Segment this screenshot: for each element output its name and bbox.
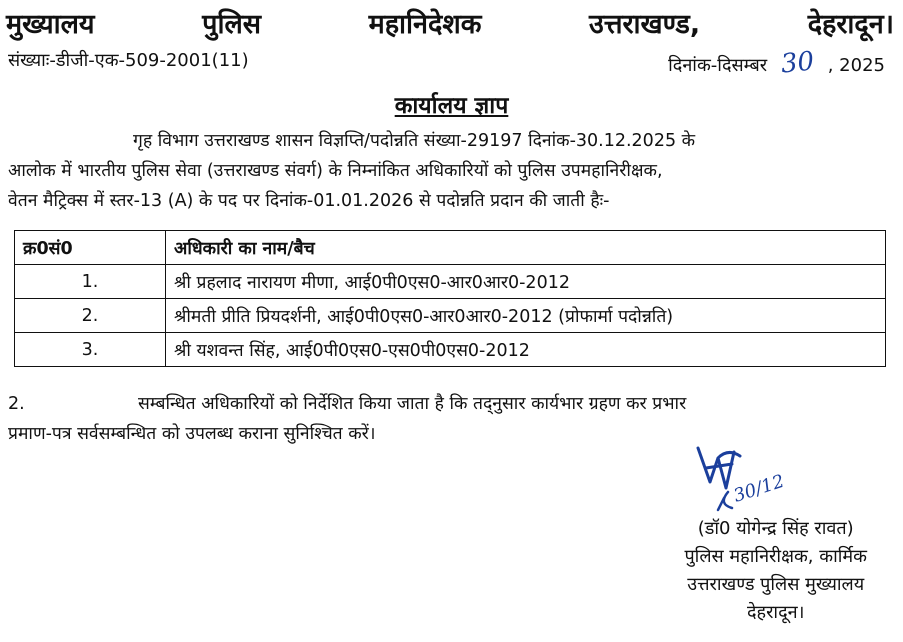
- paragraph-1-line: वेतन मैट्रिक्स में स्तर-13 (A) के पद पर दिनांक-01.01.2026 से पदोन्नति प्रदान की जाती हैः-: [8, 191, 610, 211]
- paragraph-2-text: सम्बन्धित अधिकारियों को निर्देशित किया जाता है कि तद्नुसार कार्यभार ग्रहण कर प्रभार: [138, 394, 687, 414]
- heading-word: महानिदेशक: [368, 9, 482, 40]
- signatory-name: (डॉ0 योगेन्द्र सिंह रावत): [697, 518, 854, 539]
- reference-number: संख्याः-डीजी-एक-509-2001(11): [8, 50, 249, 71]
- paragraph-1-line: आलोक में भारतीय पुलिस सेवा (उत्तराखण्ड संवर्ग) के निम्नांकित अधिकारियों को पुलिस उपमहानिरीक्षक,: [8, 161, 663, 181]
- officer-name-cell: श्रीमती प्रीति प्रियदर्शनी, आई0पी0एस0-आर0आर0-2012 (प्रोफार्मा पदोन्नति): [166, 299, 886, 333]
- signatory-office: उत्तराखण्ड पुलिस मुख्यालय: [687, 574, 865, 595]
- signatory-designation: पुलिस महानिरीक्षक, कार्मिक: [684, 546, 867, 567]
- paragraph-1-line: गृह विभाग उत्तराखण्ड शासन विज्ञप्ति/पदोन्नति संख्या-29197 दिनांक-30.12.2025 के: [133, 131, 696, 151]
- heading-word: पुलिस: [202, 9, 262, 40]
- table-row: [15, 299, 886, 333]
- memo-title: कार्यालय ज्ञाप: [394, 93, 509, 119]
- signature-date: 30/12: [731, 470, 787, 507]
- serial-cell: 1.: [15, 265, 166, 299]
- table-row: [15, 333, 886, 367]
- officers-table: [14, 230, 886, 367]
- date-prefix: दिनांक-दिसम्बर: [668, 55, 768, 76]
- paragraph-2-line: प्रमाण-पत्र सर्वसम्बन्धित को उपलब्ध कराना सुनिश्चित करें।: [8, 424, 376, 444]
- date-suffix: , 2025: [827, 55, 885, 76]
- column-header-name: अधिकारी का नाम/बैच: [166, 231, 886, 265]
- signatory-block: [684, 515, 867, 627]
- heading-word: उत्तराखण्ड,: [589, 9, 701, 40]
- officer-name-cell: श्री यशवन्त सिंह, आई0पी0एस0-एस0पी0एस0-2012: [166, 333, 886, 367]
- paragraph-1: [8, 126, 888, 216]
- table-row: [15, 265, 886, 299]
- heading-word: देहरादून।: [807, 9, 894, 40]
- paragraph-2-line: [8, 389, 888, 419]
- officer-name-cell: श्री प्रहलाद नारायण मीणा, आई0पी0एस0-आर0आर0-2012: [166, 265, 886, 299]
- handwritten-day: 30: [779, 46, 816, 80]
- serial-cell: 3.: [15, 333, 166, 367]
- serial-cell: 2.: [15, 299, 166, 333]
- table-header-row: [15, 231, 886, 265]
- heading-word: मुख्यालय: [6, 9, 95, 40]
- column-header-serial: क्र0सं0: [15, 231, 166, 265]
- paragraph-number: 2.: [8, 394, 25, 414]
- date-line: [668, 48, 885, 78]
- letterhead-heading: [6, 4, 894, 41]
- signatory-city: देहरादून।: [746, 602, 805, 623]
- handwritten-signature: [688, 438, 808, 518]
